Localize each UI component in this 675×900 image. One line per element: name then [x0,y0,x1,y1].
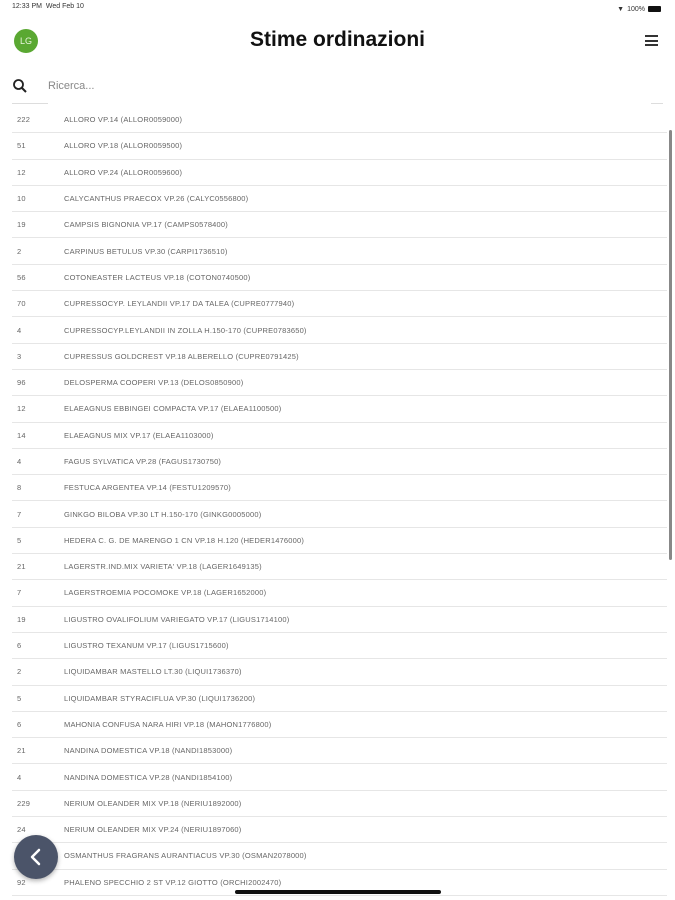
back-button[interactable] [14,835,58,879]
item-name: HEDERA C. G. DE MARENGO 1 CN VP.18 H.120 (HEDER1476000) [64,535,305,545]
list-item[interactable] [12,160,667,186]
search-input[interactable] [48,80,608,92]
item-name: MAHONIA CONFUSA NARA HIRI VP.18 (MAHON1776800) [64,719,272,729]
item-name: CALYCANTHUS PRAECOX VP.26 (CALYC0556800) [64,194,249,204]
list-item[interactable] [12,607,667,633]
item-quantity: 229 [17,798,31,808]
divider [12,103,48,104]
item-quantity: 7 [17,509,22,519]
battery-icon [648,6,661,12]
item-quantity: 96 [17,378,26,388]
item-quantity: 4 [17,325,22,335]
item-name: NANDINA DOMESTICA VP.18 (NANDI1853000) [64,746,233,756]
list-item[interactable] [12,423,667,449]
chevron-left-icon [29,848,43,866]
battery-percent: 100% [627,5,645,13]
list-item[interactable] [12,633,667,659]
item-name: LIQUIDAMBAR STYRACIFLUA VP.30 (LIQUI1736200) [64,693,256,703]
list-item[interactable] [12,528,667,554]
list-item[interactable] [12,212,667,238]
search-bar [12,74,663,98]
item-quantity: 3 [17,351,22,361]
item-quantity: 5 [17,693,22,703]
divider [651,103,663,104]
item-name: CUPRESSOCYP. LEYLANDII VP.17 DA TALEA (CUPRE0777940) [64,299,295,309]
item-quantity: 10 [17,194,26,204]
page-title: Stime ordinazioni [249,28,425,51]
item-name: NANDINA DOMESTICA VP.28 (NANDI1854100) [64,772,233,782]
item-quantity: 21 [17,562,26,572]
item-quantity: 4 [17,457,22,466]
item-name: ALLORO VP.18 (ALLOR0059500) [64,141,183,151]
list-item[interactable] [12,817,667,843]
avatar[interactable]: LG [14,29,38,53]
item-quantity: 7 [17,588,22,598]
list-item[interactable] [12,291,667,317]
item-quantity: 2 [17,667,22,677]
item-name: CUPRESSOCYP.LEYLANDII IN ZOLLA H.150-170 (CUPRE0783650) [64,325,307,335]
status-time: 12:33 PM [12,3,42,10]
item-name: CUPRESSUS GOLDCREST VP.18 ALBERELLO (CUPRE0791425) [64,351,299,361]
item-name: ALLORO VP.14 (ALLOR0059000) [64,115,183,125]
item-name: ALLORO VP.24 (ALLOR0059600) [64,167,183,177]
list-item[interactable] [12,133,667,159]
status-bar [12,3,661,15]
item-name: GINKGO BILOBA VP.30 LT H.150-170 (GINKG0005000) [64,509,262,519]
item-quantity: 6 [17,641,22,651]
item-name: LAGERSTR.IND.MIX VARIETA' VP.18 (LAGER1649135) [64,562,262,572]
list-item[interactable] [12,317,667,343]
list-item[interactable] [12,554,667,580]
item-quantity: 51 [17,141,26,151]
item-quantity: 21 [17,746,26,756]
list-item[interactable] [12,791,667,817]
list-item[interactable] [12,501,667,527]
list-item[interactable] [12,449,667,475]
estimates-list [12,107,667,896]
item-quantity: 12 [17,404,26,414]
home-indicator[interactable] [235,890,441,894]
item-quantity: 2 [17,246,22,256]
list-item[interactable] [12,686,667,712]
item-quantity: 5 [17,535,22,545]
list-item[interactable] [12,265,667,291]
item-name: FAGUS SYLVATICA VP.28 (FAGUS1730750) [64,457,222,466]
list-item[interactable] [12,238,667,264]
list-item[interactable] [12,712,667,738]
list-item[interactable] [12,580,667,606]
item-quantity: 56 [17,272,26,282]
item-quantity: 70 [17,299,26,309]
list-item[interactable] [12,344,667,370]
item-quantity: 24 [17,825,26,835]
item-quantity: 6 [17,719,22,729]
list-item[interactable] [12,370,667,396]
item-name: CARPINUS BETULUS VP.30 (CARPI1736510) [64,246,228,256]
item-name: ELAEAGNUS EBBINGEI COMPACTA VP.17 (ELAEA1100500) [64,404,282,414]
item-quantity: 14 [17,430,26,440]
item-name: LIQUIDAMBAR MASTELLO LT.30 (LIQUI1736370) [64,667,242,677]
list-item[interactable] [12,738,667,764]
item-name: LAGERSTROEMIA POCOMOKE VP.18 (LAGER1652000) [64,588,267,598]
item-name: ELAEAGNUS MIX VP.17 (ELAEA1103000) [64,430,214,440]
status-right [617,3,661,15]
status-date: Wed Feb 10 [45,3,84,10]
item-quantity: 222 [17,115,31,125]
status-time-date [12,3,84,15]
item-name: DELOSPERMA COOPERI VP.13 (DELOS0850900) [64,378,244,388]
item-quantity: 8 [17,483,22,493]
list-item[interactable] [12,764,667,790]
item-name: NERIUM OLEANDER MIX VP.24 (NERIU1897060) [64,825,242,835]
item-quantity: 92 [17,877,26,887]
item-name: NERIUM OLEANDER MIX VP.18 (NERIU1892000) [64,798,242,808]
item-name: CAMPSIS BIGNONIA VP.17 (CAMPS0578400) [64,220,228,230]
item-quantity: 19 [17,220,26,230]
hamburger-menu-icon[interactable] [645,35,658,46]
item-quantity: 12 [17,167,26,177]
wifi-icon: ▼ [617,5,625,13]
list-item[interactable] [12,107,667,133]
list-item[interactable] [12,843,667,869]
search-icon [12,78,28,94]
item-name: PHALENO SPECCHIO 2 ST VP.12 GIOTTO (ORCHI2002470) [64,877,282,887]
item-name: COTONEASTER LACTEUS VP.18 (COTON0740500) [64,272,251,282]
item-quantity: 19 [17,614,26,624]
scrollbar[interactable] [669,130,672,560]
item-quantity: 4 [17,772,22,782]
item-name: OSMANTHUS FRAGRANS AURANTIACUS VP.30 (OSMAN2078000) [64,851,307,861]
list-item[interactable] [12,475,667,501]
list-item[interactable] [12,396,667,422]
item-name: LIGUSTRO TEXANUM VP.17 (LIGUS1715600) [64,641,229,651]
item-name: FESTUCA ARGENTEA VP.14 (FESTU1209570) [64,483,231,493]
list-item[interactable] [12,659,667,685]
item-name: LIGUSTRO OVALIFOLIUM VARIEGATO VP.17 (LIGUS1714100) [64,614,290,624]
list-item[interactable] [12,186,667,212]
